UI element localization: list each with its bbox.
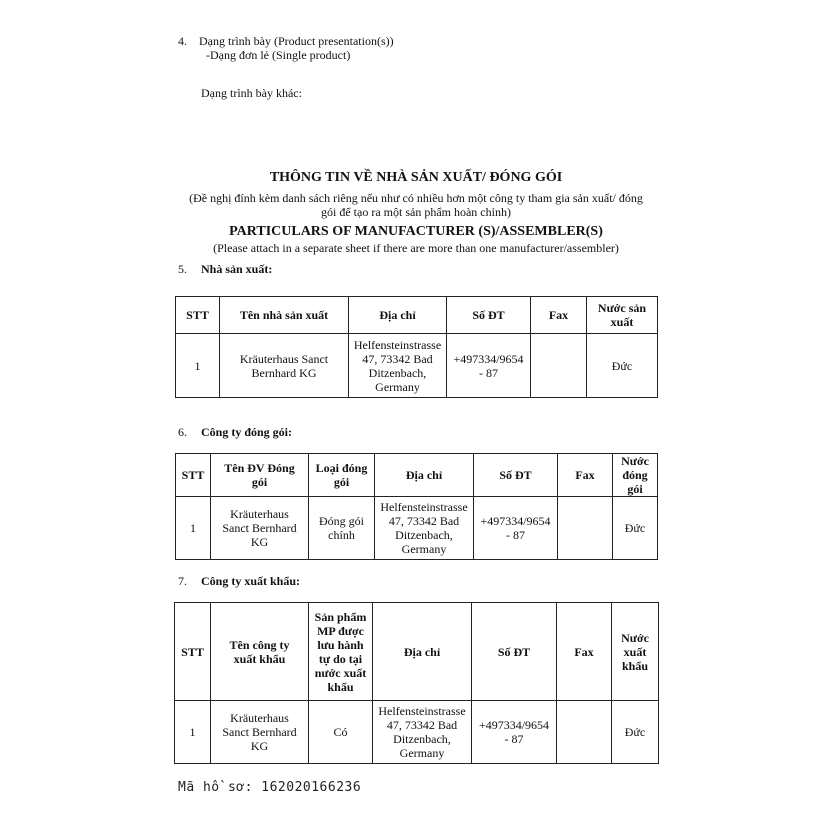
- cell-fax: [558, 497, 613, 560]
- col-header-free-sale: [309, 603, 373, 701]
- cell-manufacturer-name: [220, 334, 349, 398]
- name-line: KG: [250, 739, 269, 753]
- table-row: [175, 701, 659, 764]
- col-header-phone: Số ĐT: [447, 297, 531, 334]
- col-header-address: Địa chỉ: [375, 454, 474, 497]
- name-line: Sanct Bernhard: [222, 521, 297, 535]
- address-line: Germany: [399, 746, 445, 760]
- dossier-code: Mã hồ sơ: 162020166236: [178, 780, 362, 795]
- header-line: gói: [333, 475, 350, 489]
- col-header-stt: STT: [176, 297, 220, 334]
- phone-line: - 87: [506, 528, 525, 542]
- cell-exporter-name: [211, 701, 309, 764]
- cell-fax: [557, 701, 612, 764]
- header-line: Nước: [621, 454, 649, 468]
- name-line: Sanct Bernhard: [222, 725, 297, 739]
- header-line: Loại đóng: [315, 461, 368, 475]
- header-line: xuất: [623, 644, 647, 659]
- cell-phone: [472, 701, 557, 764]
- manufacturer-table: [175, 296, 658, 398]
- cell-stt: 1: [176, 497, 211, 560]
- packager-table: [175, 453, 658, 560]
- phone-line: - 87: [504, 732, 524, 746]
- address-line: Germany: [401, 542, 447, 556]
- manufacturer-en-note: (Please attach in a separate sheet if there are more than one manufacturer/assembler): [213, 241, 619, 255]
- address-line: Ditzenbach,: [393, 732, 451, 746]
- type-line: chính: [328, 528, 355, 542]
- header-line: gói: [251, 475, 268, 489]
- name-line: Kräuterhaus: [230, 507, 289, 521]
- header-line: nước xuất: [314, 665, 367, 680]
- section5-label: Nhà sản xuất:: [201, 262, 273, 276]
- cell-packager-name: [211, 497, 309, 560]
- header-line: khẩu: [327, 679, 354, 694]
- section6-label: Công ty đóng gói:: [201, 425, 293, 439]
- table-row: [176, 334, 658, 398]
- address-line: Germany: [375, 379, 420, 394]
- col-header-fax: Fax: [558, 454, 613, 497]
- section4-other-presentation: Dạng trình bày khác:: [201, 86, 302, 100]
- header-line: khẩu: [621, 658, 649, 673]
- manufacturer-vi-title: THÔNG TIN VỀ NHÀ SẢN XUẤT/ ĐÓNG GÓI: [269, 170, 563, 185]
- address-line: Helfensteinstrasse: [353, 337, 442, 352]
- cell-address: [375, 497, 474, 560]
- col-header-phone: Số ĐT: [472, 603, 557, 701]
- manufacturer-en-title: PARTICULARS OF MANUFACTURER (S)/ASSEMBLER(S): [229, 224, 603, 239]
- col-header-address: Địa chỉ: [373, 603, 472, 701]
- col-header-stt: STT: [175, 603, 211, 701]
- cell-fax: [531, 334, 587, 398]
- col-header-exporter-name: [211, 603, 309, 701]
- name-line: Kräuterhaus Sanct: [239, 351, 329, 366]
- cell-country: Đức: [612, 701, 659, 764]
- header-line: lưu hành: [317, 637, 364, 652]
- col-header-fax: Fax: [557, 603, 612, 701]
- col-header-country: Nước sản xuất: [587, 297, 658, 334]
- header-line: Tên công ty: [229, 637, 290, 652]
- col-header-fax: Fax: [531, 297, 587, 334]
- col-header-address: Địa chỉ: [349, 297, 447, 334]
- table-row: [176, 497, 658, 560]
- cell-country: Đức: [587, 334, 658, 398]
- address-line: 47, 73342 Bad: [362, 351, 433, 366]
- section7-number: 7.: [178, 574, 187, 588]
- address-line: Helfensteinstrasse: [380, 500, 468, 514]
- name-line: Bernhard KG: [251, 365, 317, 380]
- section4-single-product: -Dạng đơn lẻ (Single product): [206, 48, 351, 62]
- phone-line: - 87: [479, 365, 498, 380]
- col-header-packaging-type: [309, 454, 375, 497]
- cell-phone: [474, 497, 558, 560]
- cell-address: [349, 334, 447, 398]
- cell-packaging-type: [309, 497, 375, 560]
- cell-country: Đức: [613, 497, 658, 560]
- col-header-packaging-country: [613, 454, 658, 497]
- cell-stt: 1: [176, 334, 220, 398]
- header-line: MP được: [317, 623, 364, 638]
- manufacturer-vi-note-line2: gói để tạo ra một sản phẩm hoàn chỉnh): [321, 205, 511, 219]
- header-line: Nước: [621, 630, 649, 645]
- type-line: Đóng gói: [319, 514, 364, 528]
- phone-line: +497334/9654: [453, 351, 524, 366]
- address-line: Ditzenbach,: [368, 365, 427, 380]
- col-header-packager-name: [211, 454, 309, 497]
- address-line: Ditzenbach,: [395, 528, 453, 542]
- section7-label: Công ty xuất khẩu:: [201, 574, 301, 588]
- header-line: đóng gói: [622, 468, 648, 496]
- phone-line: +497334/9654: [480, 514, 551, 528]
- col-header-manufacturer-name: Tên nhà sản xuất: [220, 297, 349, 334]
- cell-address: [373, 701, 472, 764]
- col-header-export-country: [612, 603, 659, 701]
- manufacturer-vi-note-line1: (Đề nghị đính kèm danh sách riêng nếu như có nhiều hơn một công ty tham gia sản xuất/ đóng: [189, 191, 643, 205]
- header-line: xuất khẩu: [233, 651, 286, 666]
- cell-stt: 1: [175, 701, 211, 764]
- header-line: Sản phẩm: [314, 609, 367, 624]
- section4-title: 4. Dạng trình bày (Product presentation(s)): [178, 34, 394, 48]
- section6-number: 6.: [178, 425, 187, 439]
- name-line: Kräuterhaus: [230, 711, 289, 725]
- address-line: 47, 73342 Bad: [388, 514, 460, 528]
- cell-free-sale: Có: [309, 701, 373, 764]
- phone-line: +497334/9654: [478, 718, 550, 732]
- header-line: Tên ĐV Đóng: [224, 461, 295, 475]
- col-header-phone: Số ĐT: [474, 454, 558, 497]
- col-header-stt: STT: [176, 454, 211, 497]
- exporter-table: [174, 602, 659, 764]
- address-line: 47, 73342 Bad: [386, 718, 458, 732]
- header-line: tự do tại: [318, 651, 363, 666]
- address-line: Helfensteinstrasse: [378, 704, 466, 718]
- section5-number: 5.: [178, 262, 187, 276]
- name-line: KG: [250, 535, 269, 549]
- cell-phone: [447, 334, 531, 398]
